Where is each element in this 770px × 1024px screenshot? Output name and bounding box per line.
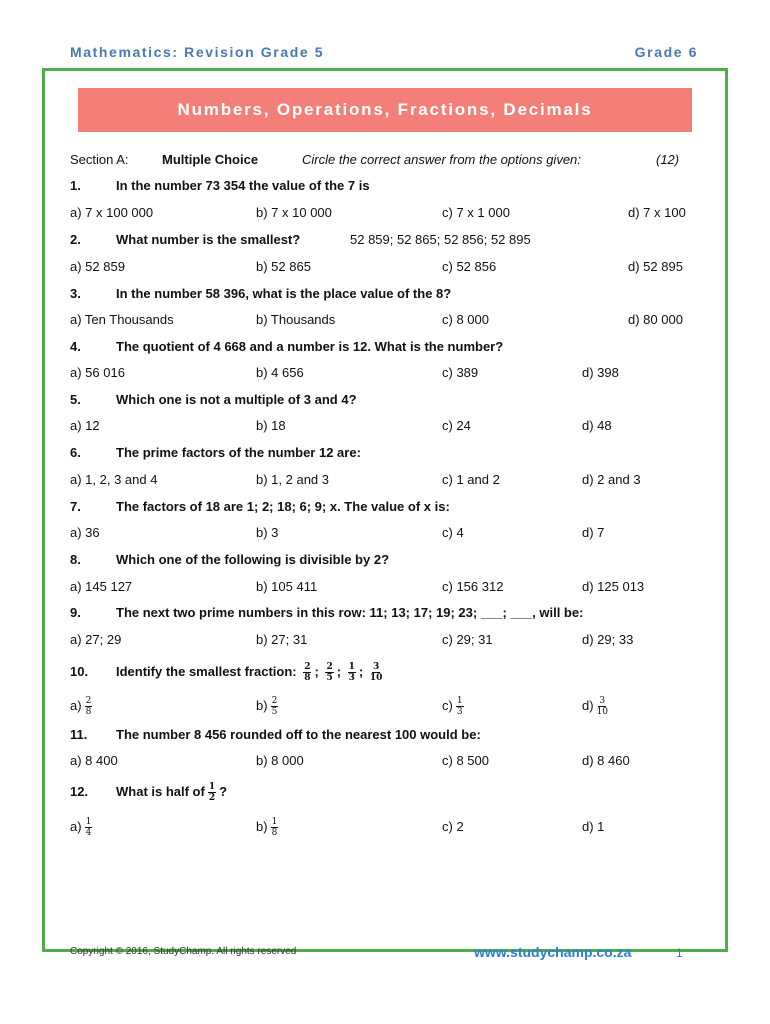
denominator: 3	[456, 707, 463, 718]
options-3	[0, 310, 770, 330]
option-a[interactable]: a) 36	[70, 525, 100, 540]
denominator: 10	[596, 707, 609, 718]
option-c[interactable]: c) 52 856	[442, 259, 497, 274]
fraction-2-5	[325, 662, 333, 683]
option-c[interactable]: c) 8 500	[442, 753, 489, 768]
fraction-1-2	[208, 782, 216, 803]
numerator: 1	[456, 696, 463, 707]
option-d[interactable]: d) 7	[582, 525, 605, 540]
option-a[interactable]: a) 12	[70, 418, 100, 433]
question-text-group: Identify the smallest fraction: $\frac{2}{8}$ ; $\frac{2}{5}$ ; $\frac{1}{3}$ ; $\frac{3}{10}$	[116, 662, 383, 684]
options-7	[0, 523, 770, 543]
option-letter: b)	[256, 698, 268, 713]
option-c[interactable]: c) 24	[442, 418, 471, 433]
footer-website-link[interactable]: www.studychamp.co.za	[474, 944, 632, 960]
options-1	[0, 203, 770, 223]
denominator: 2	[208, 793, 216, 804]
option-b[interactable]: b) 4 656	[256, 365, 304, 380]
numerator: 2	[271, 696, 278, 707]
options-8	[0, 577, 770, 597]
option-letter: a)	[70, 698, 82, 713]
fraction-3-10	[597, 696, 608, 717]
option-d[interactable]: d) 8 460	[582, 753, 630, 768]
question-text: In the number 58 396, what is the place value of the 8?	[116, 286, 452, 301]
option-d[interactable]	[582, 694, 611, 718]
question-number: 1.	[70, 178, 81, 193]
fraction-1-3	[348, 662, 356, 683]
options-2	[0, 257, 770, 277]
question-4	[0, 337, 770, 357]
options-12	[0, 815, 770, 839]
option-d[interactable]: d) 1	[582, 819, 605, 834]
option-c[interactable]: c) 156 312	[442, 579, 504, 594]
question-number: 5.	[70, 392, 81, 407]
options-6	[0, 470, 770, 490]
question-extra: 52 859; 52 865; 52 856; 52 895	[350, 232, 531, 247]
question-text: The prime factors of the number 12 are:	[116, 445, 361, 460]
option-b[interactable]: b) Thousands	[256, 312, 336, 327]
header-title: Mathematics: Revision Grade 5	[70, 44, 325, 60]
question-text: What is half of	[116, 784, 205, 799]
question-10	[0, 660, 770, 684]
option-c[interactable]: c) 8 000	[442, 312, 489, 327]
option-letter: c)	[442, 698, 453, 713]
fraction-2-8	[303, 662, 311, 683]
option-d[interactable]: d) 52 895	[628, 259, 683, 274]
numerator: 2	[326, 662, 333, 673]
question-3	[0, 284, 770, 304]
footer-copyright: Copyright © 2016, StudyChamp. All rights reserved	[70, 946, 297, 957]
question-number: 6.	[70, 445, 81, 460]
option-b[interactable]: b) 8 000	[256, 753, 304, 768]
option-a[interactable]: a) 52 859	[70, 259, 125, 274]
numerator: 3	[373, 662, 380, 673]
question-5	[0, 390, 770, 410]
options-9	[0, 630, 770, 650]
option-letter: a)	[70, 819, 82, 834]
option-c[interactable]: c) 2	[442, 819, 464, 834]
option-a[interactable]: a) 1, 2, 3 and 4	[70, 472, 158, 487]
numerator: 2	[85, 696, 92, 707]
fraction-2-8	[85, 696, 93, 717]
option-b[interactable]: b) 52 865	[256, 259, 311, 274]
fraction-1-8	[271, 817, 279, 838]
section-header	[0, 150, 770, 170]
option-b[interactable]: b) 105 411	[256, 579, 318, 594]
fraction-3-10	[370, 662, 383, 683]
question-number: 8.	[70, 552, 81, 567]
option-c[interactable]	[442, 694, 467, 718]
question-text: Which one of the following is divisible by 2?	[116, 552, 390, 567]
option-c[interactable]: c) 7 x 1 000	[442, 205, 510, 220]
question-1	[0, 176, 770, 196]
option-b[interactable]: b) 18	[256, 418, 286, 433]
option-a[interactable]: a) 27; 29	[70, 632, 122, 647]
question-number: 10.	[70, 664, 89, 679]
option-c[interactable]: c) 4	[442, 525, 464, 540]
option-d[interactable]: d) 398	[582, 365, 619, 380]
option-a[interactable]: a) 56 016	[70, 365, 125, 380]
section-label: Section A:	[70, 152, 129, 167]
numerator: 3	[599, 696, 606, 707]
denominator: 8	[85, 707, 92, 718]
page-number: 1	[676, 946, 683, 960]
fraction-1-4	[85, 817, 93, 838]
option-b[interactable]: b) 27; 31	[256, 632, 308, 647]
option-c[interactable]: c) 389	[442, 365, 479, 380]
question-mark: ?	[219, 784, 228, 799]
options-10	[0, 694, 770, 718]
question-7	[0, 497, 770, 517]
option-d[interactable]: d) 125 013	[582, 579, 645, 594]
header-grade: Grade 6	[634, 44, 698, 60]
denominator: 8	[304, 673, 311, 684]
options-4	[0, 363, 770, 383]
numerator: 1	[208, 782, 216, 793]
option-d[interactable]: d) 48	[582, 418, 612, 433]
denominator: 8	[271, 828, 278, 839]
numerator: 1	[348, 662, 355, 673]
question-text: Which one is not a multiple of 3 and 4?	[116, 392, 357, 407]
denominator: 4	[85, 828, 92, 839]
fraction-2-5	[271, 696, 279, 717]
question-number: 2.	[70, 232, 81, 247]
option-a[interactable]: a) 7 x 100 000	[70, 205, 154, 220]
numerator: 1	[271, 817, 278, 828]
question-2	[0, 230, 770, 250]
question-8	[0, 550, 770, 570]
fraction-1-3	[456, 696, 464, 717]
option-a[interactable]: a) 145 127	[70, 579, 133, 594]
option-c[interactable]: c) 1 and 2	[442, 472, 500, 487]
denominator: 5	[326, 673, 333, 684]
section-marks: (12)	[656, 152, 680, 167]
section-type: Multiple Choice	[162, 152, 259, 167]
question-9	[0, 603, 770, 623]
option-d[interactable]: d) 2 and 3	[582, 472, 641, 487]
option-b[interactable]	[256, 694, 281, 718]
question-text: The next two prime numbers in this row: 11; 13; 17; 19; 23; ___; ___, will be:	[116, 605, 584, 620]
question-text: The factors of 18 are 1; 2; 18; 6; 9; x. The value of x is:	[116, 499, 450, 514]
question-12	[0, 780, 770, 804]
section-instruction: Circle the correct answer from the options given:	[302, 152, 581, 167]
question-number: 11.	[70, 727, 88, 742]
question-text: The quotient of 4 668 and a number is 12. What is the number?	[116, 339, 504, 354]
denominator: 5	[271, 707, 278, 718]
question-text: Identify the smallest fraction:	[116, 664, 297, 679]
denominator: 3	[348, 673, 355, 684]
question-text: What number is the smallest?	[116, 232, 301, 247]
option-b[interactable]: b) 1, 2 and 3	[256, 472, 329, 487]
option-d[interactable]: d) 7 x 100	[628, 205, 686, 220]
question-number: 12.	[70, 784, 89, 799]
option-b[interactable]	[256, 815, 281, 839]
options-5	[0, 416, 770, 436]
question-text: The number 8 456 rounded off to the nearest 100 would be:	[116, 727, 481, 742]
question-text-group	[116, 780, 227, 804]
option-a[interactable]: a) Ten Thousands	[70, 312, 174, 327]
option-c[interactable]: c) 29; 31	[442, 632, 493, 647]
option-letter: d)	[582, 698, 594, 713]
option-a[interactable]	[70, 815, 95, 839]
question-number: 3.	[70, 286, 81, 301]
option-letter: b)	[256, 819, 268, 834]
question-6	[0, 443, 770, 463]
numerator: 1	[85, 817, 92, 828]
question-number: 7.	[70, 499, 81, 514]
option-d[interactable]: d) 80 000	[628, 312, 683, 327]
denominator: 10	[369, 673, 383, 684]
options-11	[0, 751, 770, 771]
option-b[interactable]: b) 7 x 10 000	[256, 205, 332, 220]
question-text: In the number 73 354 the value of the 7 is	[116, 178, 370, 193]
option-a[interactable]	[70, 694, 95, 718]
numerator: 2	[304, 662, 311, 673]
topic-banner: Numbers, Operations, Fractions, Decimals	[78, 88, 692, 132]
option-b[interactable]: b) 3	[256, 525, 279, 540]
question-number: 4.	[70, 339, 81, 354]
option-d[interactable]: d) 29; 33	[582, 632, 634, 647]
option-a[interactable]: a) 8 400	[70, 753, 118, 768]
question-11	[0, 725, 770, 745]
question-number: 9.	[70, 605, 81, 620]
